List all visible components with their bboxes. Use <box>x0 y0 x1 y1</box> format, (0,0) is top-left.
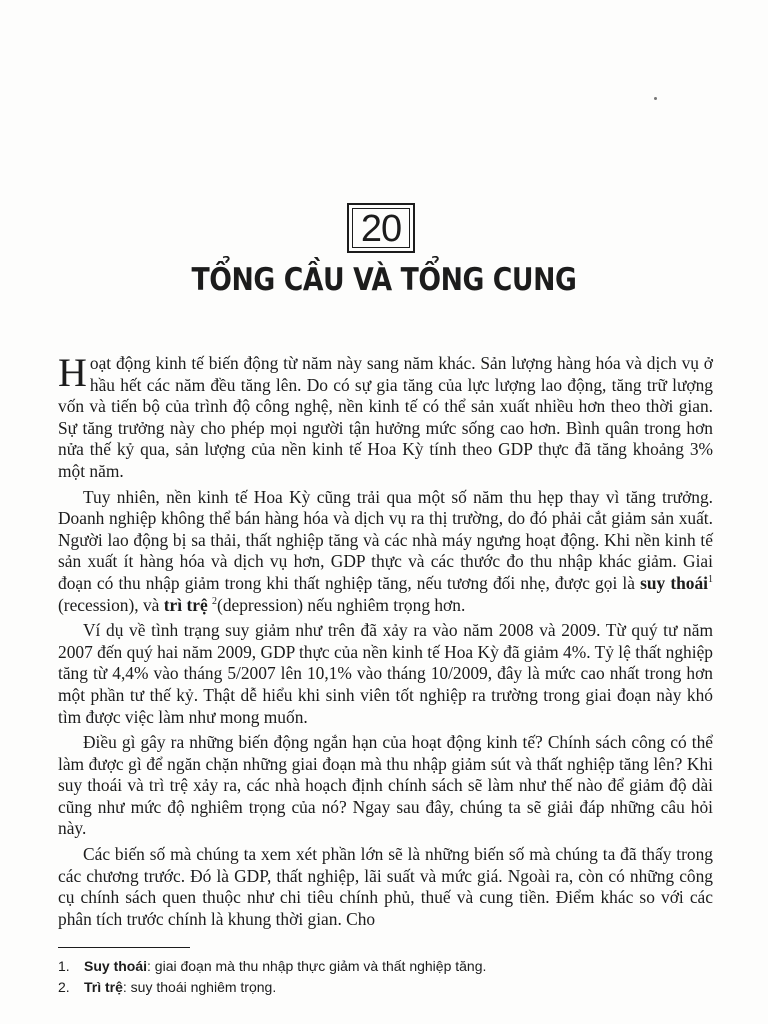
paragraph-2-part-b: (recession), và <box>58 594 164 615</box>
footnotes <box>58 956 718 998</box>
chapter-number: 20 <box>360 207 402 250</box>
footnote-1-term: Suy thoái <box>84 958 148 974</box>
paragraph-4: Điều gì gây ra những biến động ngắn hạn của hoạt động kinh tế? Chính sách công có thể làm được gì để ngăn chặn những giai đoạn mà thu nhập giảm sút và thất nghiệp tăng lên? Khi suy thoái và trì trệ xảy ra, các nhà hoạch định chính sách sẽ làm như thế nào để giảm độ dài cũng như mức độ nghiêm trọng của nó? Ngay sau đây, chúng ta sẽ giải đáp những câu hỏi này. <box>58 732 713 839</box>
paragraph-3: Ví dụ về tình trạng suy giảm như trên đã xảy ra vào năm 2008 và 2009. Từ quý tư năm 2007 đến quý hai năm 2009, GDP thực của nền kinh tế Hoa Kỳ đã giảm 4%. Tỷ lệ thất nghiệp tăng từ 4,4% vào tháng 5/2007 lên 10,1% vào tháng 10/2009, đây là mức cao nhất trong hơn một phần tư thế kỷ. Thật dễ hiểu khi sinh viên tốt nghiệp ra trường trong giai đoạn này khó tìm được việc làm như mong muốn. <box>58 620 713 727</box>
drop-cap: H <box>58 350 87 395</box>
footnote-2 <box>58 977 718 998</box>
term-depression: trì trệ <box>163 594 208 615</box>
scan-speck <box>654 97 657 100</box>
footnote-separator <box>58 947 190 948</box>
footnote-ref-2: 2 <box>212 595 218 607</box>
chapter-title: TỔNG CẦU VÀ TỔNG CUNG <box>191 262 577 298</box>
term-recession: suy thoái <box>640 572 708 593</box>
footnote-1-text: : giai đoạn mà thu nhập thực giảm và thất nghiệp tăng. <box>147 958 487 974</box>
paragraph-2-part-a: Tuy nhiên, nền kinh tế Hoa Kỳ cũng trải qua một số năm thu hẹp thay vì tăng trưởng. Doanh nghiệp không thể bán hàng hóa và dịch vụ ra thị trường, do đó phải cắt giảm sản xuất. Người lao động bị sa thải, thất nghiệp tăng và các nhà máy ngưng hoạt động. Khi nền kinh tế sản xuất ít hàng hóa và dịch vụ hơn, GDP thực và các thước đo thu nhập khác giảm. Giai đoạn có thu nhập giảm trong khi thất nghiệp tăng, nếu tương đối nhẹ, được gọi là <box>58 486 713 593</box>
chapter-number-box <box>347 203 415 253</box>
paragraph-5: Các biến số mà chúng ta xem xét phần lớn sẽ là những biến số mà chúng ta đã thấy trong các chương trước. Đó là GDP, thất nghiệp, lãi suất và mức giá. Ngoài ra, còn có những công cụ chính sách quen thuộc như chi tiêu chính phủ, thuế và cung tiền. Điểm khác so với các phân tích trước chính là khung thời gian. Cho <box>58 844 713 929</box>
paragraph-2-part-c: (depression) nếu nghiêm trọng hơn. <box>217 594 466 615</box>
body-text <box>58 350 713 934</box>
footnote-2-text: : suy thoái nghiêm trọng. <box>122 979 277 995</box>
footnote-2-number: 2. <box>58 979 70 995</box>
paragraph-1-text: oạt động kinh tế biến động từ năm này sang năm khác. Sản lượng hàng hóa và dịch vụ ở hầu hết các năm đều tăng lên. Do có sự gia tăng của lực lượng lao động, tăng trữ lượng vốn và tiến bộ của trình độ công nghệ, nền kinh tế có thể sản xuất nhiều hơn theo thời gian. Sự tăng trưởng này cho phép mọi người tận hưởng mức sống cao hơn. Bình quân trong hơn nửa thế kỷ qua, sản lượng của nền kinh tế Hoa Kỳ tính theo GDP thực đã tăng khoảng 3% một năm. <box>58 353 713 481</box>
paragraph-2 <box>58 487 713 617</box>
footnote-2-term: Trì trệ <box>84 979 123 995</box>
paragraph-1 <box>58 350 713 483</box>
footnote-1-number: 1. <box>58 958 70 974</box>
footnote-ref-1: 1 <box>708 574 713 586</box>
footnote-1 <box>58 956 718 977</box>
